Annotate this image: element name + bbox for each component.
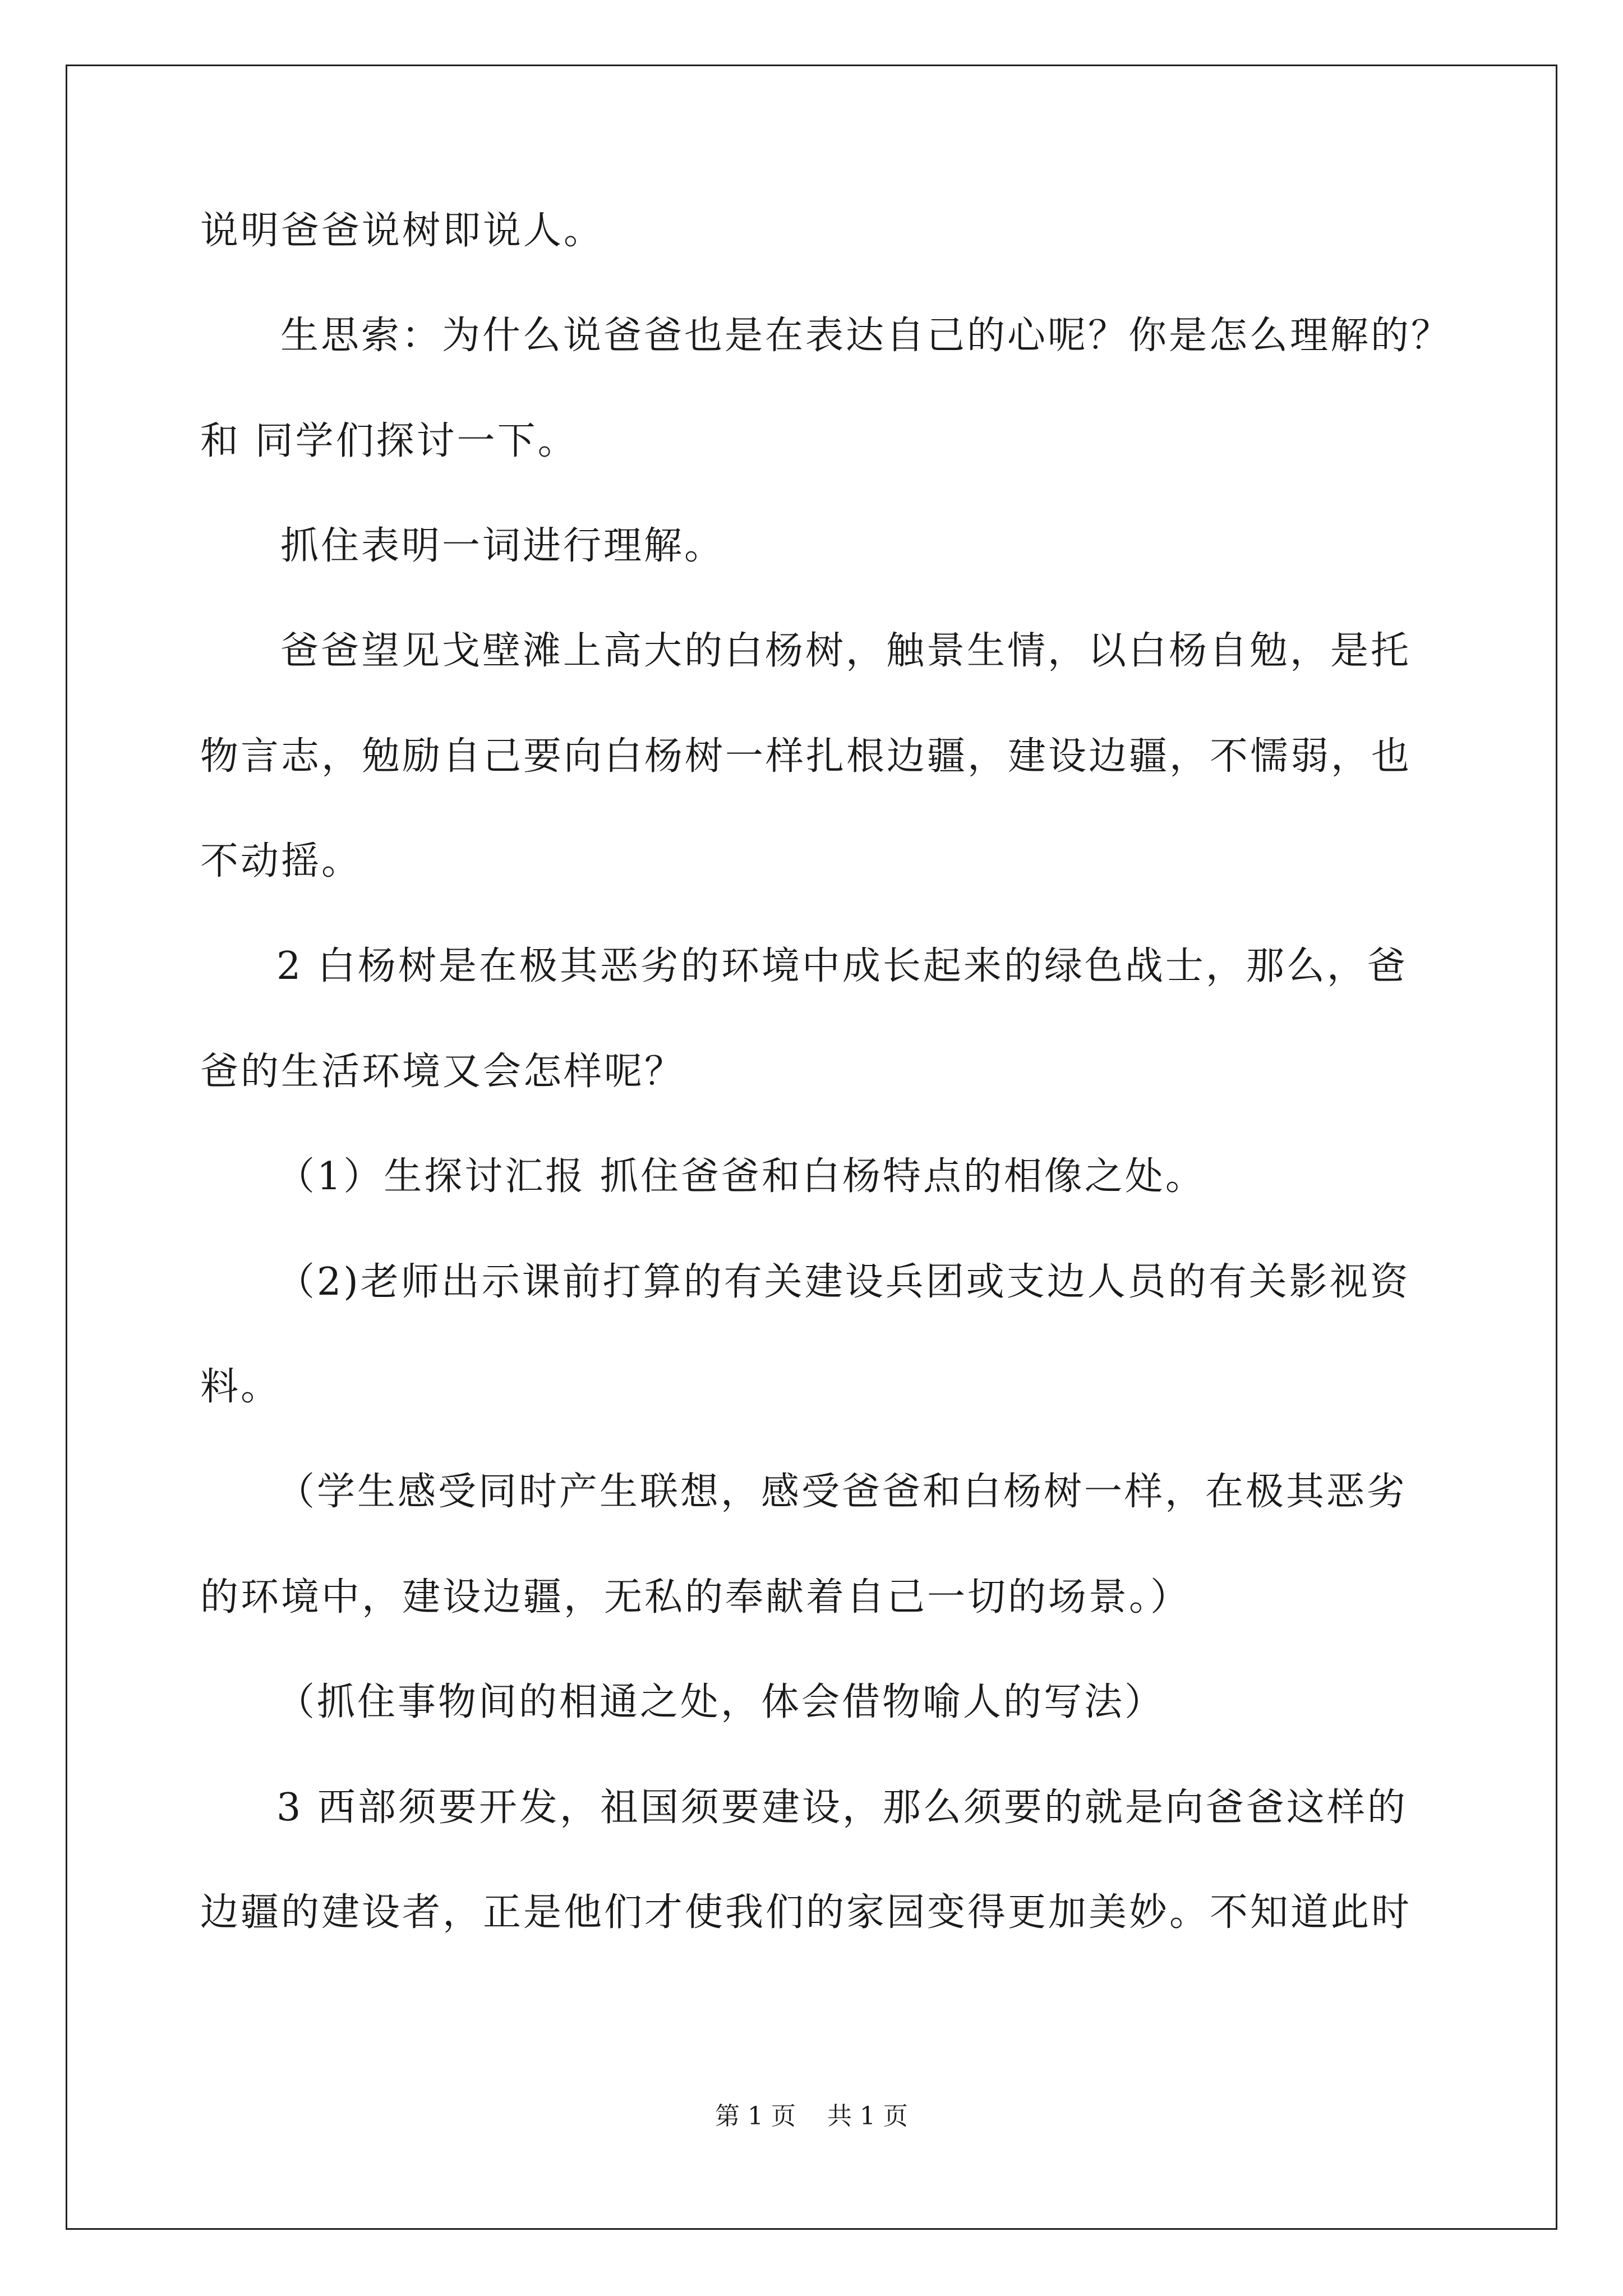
paragraph-line: （学生感受同时产生联想，感受爸爸和白杨树一样，在极其恶劣: [276, 1470, 1408, 1514]
paragraph-line: 爸爸望见戈壁滩上高大的白杨树，触景生情，以白杨自勉，是托: [280, 629, 1412, 673]
paragraph-line: 不动摇。: [200, 839, 362, 884]
paragraph-line: 边疆的建设者，正是他们才使我们的家园变得更加美妙。不知道此时: [200, 1890, 1412, 1935]
paragraph-line: 物言志，勉励自己要向白杨树一样扎根边疆，建设边疆，不懦弱，也: [200, 734, 1412, 779]
paragraph-line: 爸的生活环境又会怎样呢？: [200, 1050, 685, 1094]
paragraph-line: （2)老师出示课前打算的有关建设兵团或支边人员的有关影视资: [276, 1260, 1410, 1304]
paragraph-line: 的环境中，建设边疆，无私的奉献着自己一切的场景。）: [200, 1575, 1191, 1619]
paragraph-line: 3 西部须要开发，祖国须要建设，那么须要的就是向爸爸这样的: [276, 1786, 1408, 1830]
paragraph-line: 料。: [200, 1365, 282, 1409]
paragraph-line: 抓住表明一词进行理解。: [280, 524, 725, 568]
paragraph-line: 说明爸爸说树即说人。: [200, 209, 605, 253]
paragraph-line: （抓住事物间的相通之处，体会借物喻人的写法）: [276, 1680, 1165, 1724]
paragraph-line: 2 白杨树是在极其恶劣的环境中成长起来的绿色战士，那么，爸: [276, 944, 1408, 988]
paragraph-line: （1）生探讨汇报 抓住爸爸和白杨特点的相像之处。: [276, 1154, 1206, 1199]
page-footer: 第 1 页 共 1 页: [715, 2102, 908, 2131]
paragraph-line: 和 同学们探讨一下。: [200, 419, 578, 463]
paragraph-line: 生思索：为什么说爸爸也是在表达自己的心呢？你是怎么理解的？: [280, 314, 1452, 358]
